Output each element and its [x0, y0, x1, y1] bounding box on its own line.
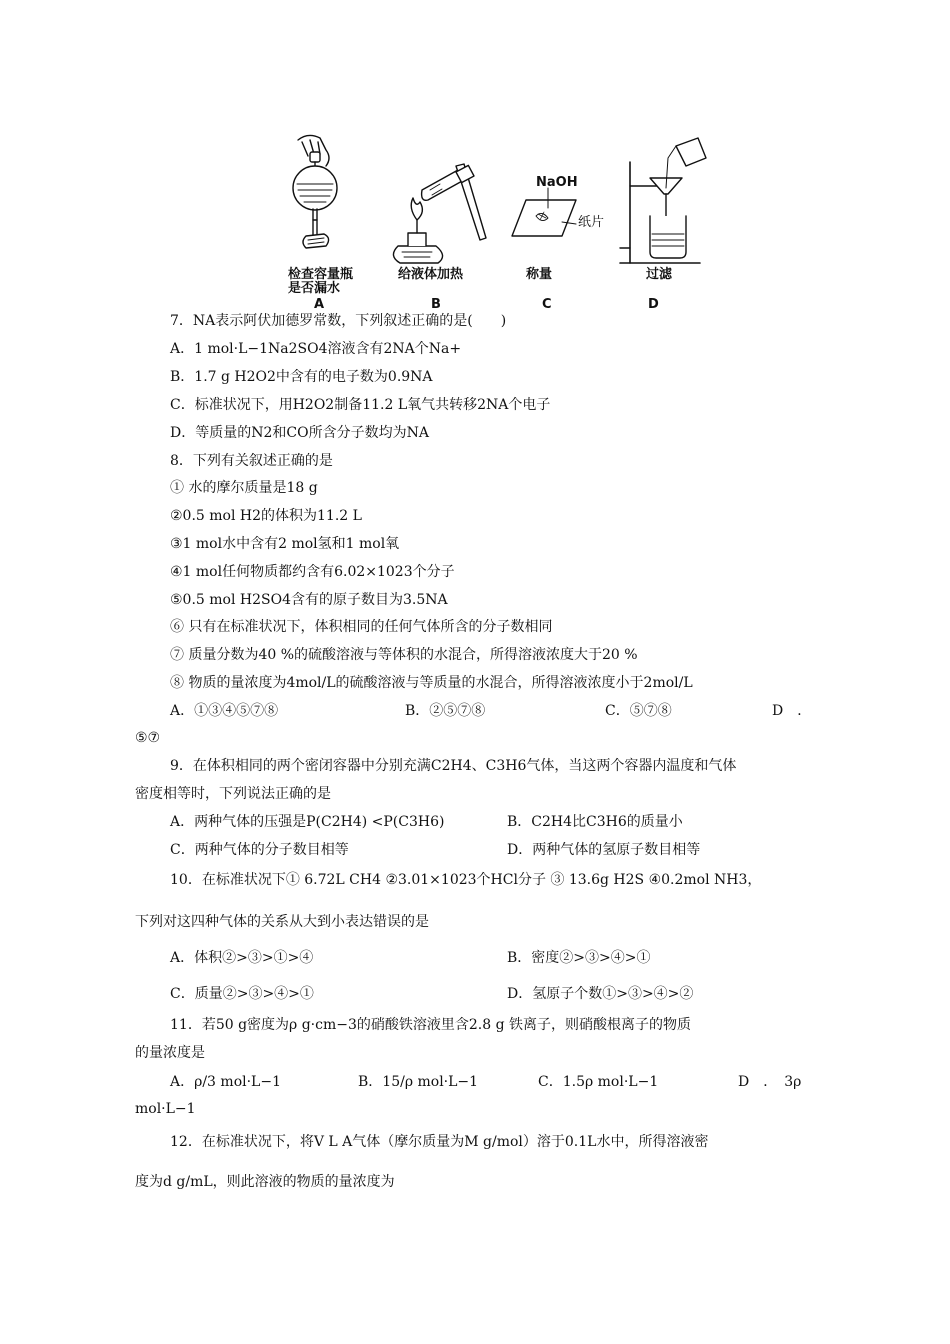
q8-statement-5: ⑤0.5 mol H2SO4含有的原子数目为3.5NA	[170, 592, 448, 608]
volumetric-flask-icon	[293, 135, 337, 248]
q8-option-d-continued: ⑤⑦	[135, 730, 161, 746]
test-tube-icon	[422, 164, 486, 240]
caption-b: 给液体加热	[398, 267, 464, 282]
q12-stem-line2: 度为d g/mL，则此溶液的物质的量浓度为	[135, 1174, 395, 1190]
caption-a-line1: 检查容量瓶	[288, 267, 354, 282]
q10-option-d: D．氢原子个数①>③>④>②	[507, 986, 694, 1002]
q10-option-a: A．体积②>③>①>④	[170, 950, 314, 966]
q8-statement-6: ⑥ 只有在标准状况下，体积相同的任何气体所含的分子数相同	[170, 619, 553, 635]
alcohol-lamp-icon	[393, 198, 442, 263]
caption-d: 过滤	[646, 267, 673, 282]
q11-option-d: D ． 3ρ	[738, 1074, 802, 1090]
caption-a-line2: 是否漏水	[288, 281, 341, 296]
q11-option-a: A．ρ/3 mol·L−1	[170, 1074, 281, 1090]
q11-option-c: C．1.5ρ mol·L−1	[538, 1074, 659, 1090]
q10-stem-line2: 下列对这四种气体的关系从大到小表达错误的是	[135, 914, 429, 930]
q8-statement-8: ⑧ 物质的量浓度为4mol/L的硫酸溶液与等质量的水混合，所得溶液浓度小于2mol/L	[170, 675, 693, 691]
q9-stem-line2: 密度相等时，下列说法正确的是	[135, 786, 331, 802]
q7-option-c: C．标准状况下，用H2O2制备11.2 L氧气共转移2NA个电子	[170, 397, 551, 413]
q10-option-c: C．质量②>③>④>①	[170, 986, 314, 1002]
lab-figure-drawing	[280, 128, 720, 313]
paper-weighing-icon	[512, 188, 576, 236]
caption-c-letter: C	[542, 297, 552, 312]
lab-figure	[280, 128, 720, 313]
q8-stem: 8．下列有关叙述正确的是	[170, 453, 333, 469]
q9-option-c: C．两种气体的分子数目相等	[170, 842, 349, 858]
q9-stem-line1: 9．在体积相同的两个密闭容器中分别充满C2H4、C3H6气体，当这两个容器内温度和气体	[170, 758, 737, 774]
q11-option-b: B．15/ρ mol·L−1	[358, 1074, 479, 1090]
q9-option-b: B．C2H4比C3H6的质量小	[507, 814, 683, 830]
q8-option-b: B．②⑤⑦⑧	[405, 703, 486, 719]
q8-statement-2: ②0.5 mol H2的体积为11.2 L	[170, 508, 362, 524]
q9-option-a: A．两种气体的压强是P(C2H4) <P(C3H6)	[170, 814, 445, 830]
q8-option-a: A．①③④⑤⑦⑧	[170, 703, 279, 719]
q8-option-c: C．⑤⑦⑧	[605, 703, 672, 719]
q7-stem: 7．NA表示阿伏加德罗常数，下列叙述正确的是( )	[170, 313, 507, 329]
caption-a-letter: A	[314, 297, 325, 312]
q9-option-d: D．两种气体的氢原子数目相等	[507, 842, 701, 858]
naoh-label: NaOH	[536, 175, 578, 190]
caption-d-letter: D	[648, 297, 659, 312]
q10-option-b: B．密度②>③>④>①	[507, 950, 651, 966]
q10-stem-line1: 10．在标准状况下① 6.72L CH4 ②3.01×1023个HCl分子 ③ 13.6g H2S ④0.2mol NH3，	[170, 872, 762, 888]
q7-option-d: D．等质量的N2和CO所含分子数均为NA	[170, 425, 429, 441]
q8-statement-3: ③1 mol水中含有2 mol氢和1 mol氧	[170, 536, 400, 552]
q11-stem-line2: 的量浓度是	[135, 1045, 205, 1061]
q12-stem-line1: 12．在标准状况下，将V L A气体（摩尔质量为M g/mol）溶于0.1L水中，所得溶液密	[170, 1134, 709, 1150]
q11-stem-line1: 11．若50 g密度为ρ g·cm−3的硝酸铁溶液里含2.8 g 铁离子，则硝酸根离子的物质	[170, 1017, 692, 1033]
paper-label: 纸片	[578, 215, 605, 230]
q8-statement-7: ⑦ 质量分数为40 %的硫酸溶液与等体积的水混合，所得溶液浓度大于20 %	[170, 647, 638, 663]
filtration-apparatus-icon	[620, 138, 706, 263]
q8-option-d: D ．	[772, 703, 812, 719]
q7-option-a: A．1 mol·L−1Na2SO4溶液含有2NA个Na+	[170, 341, 462, 357]
caption-c: 称量	[526, 267, 553, 282]
q8-statement-1: ① 水的摩尔质量是18 g	[170, 480, 318, 496]
caption-b-letter: B	[431, 297, 441, 312]
q7-option-b: B．1.7 g H2O2中含有的电子数为0.9NA	[170, 369, 433, 385]
q11-option-d-continued: mol·L−1	[135, 1101, 196, 1117]
q8-statement-4: ④1 mol任何物质都约含有6.02×1023个分子	[170, 564, 455, 580]
